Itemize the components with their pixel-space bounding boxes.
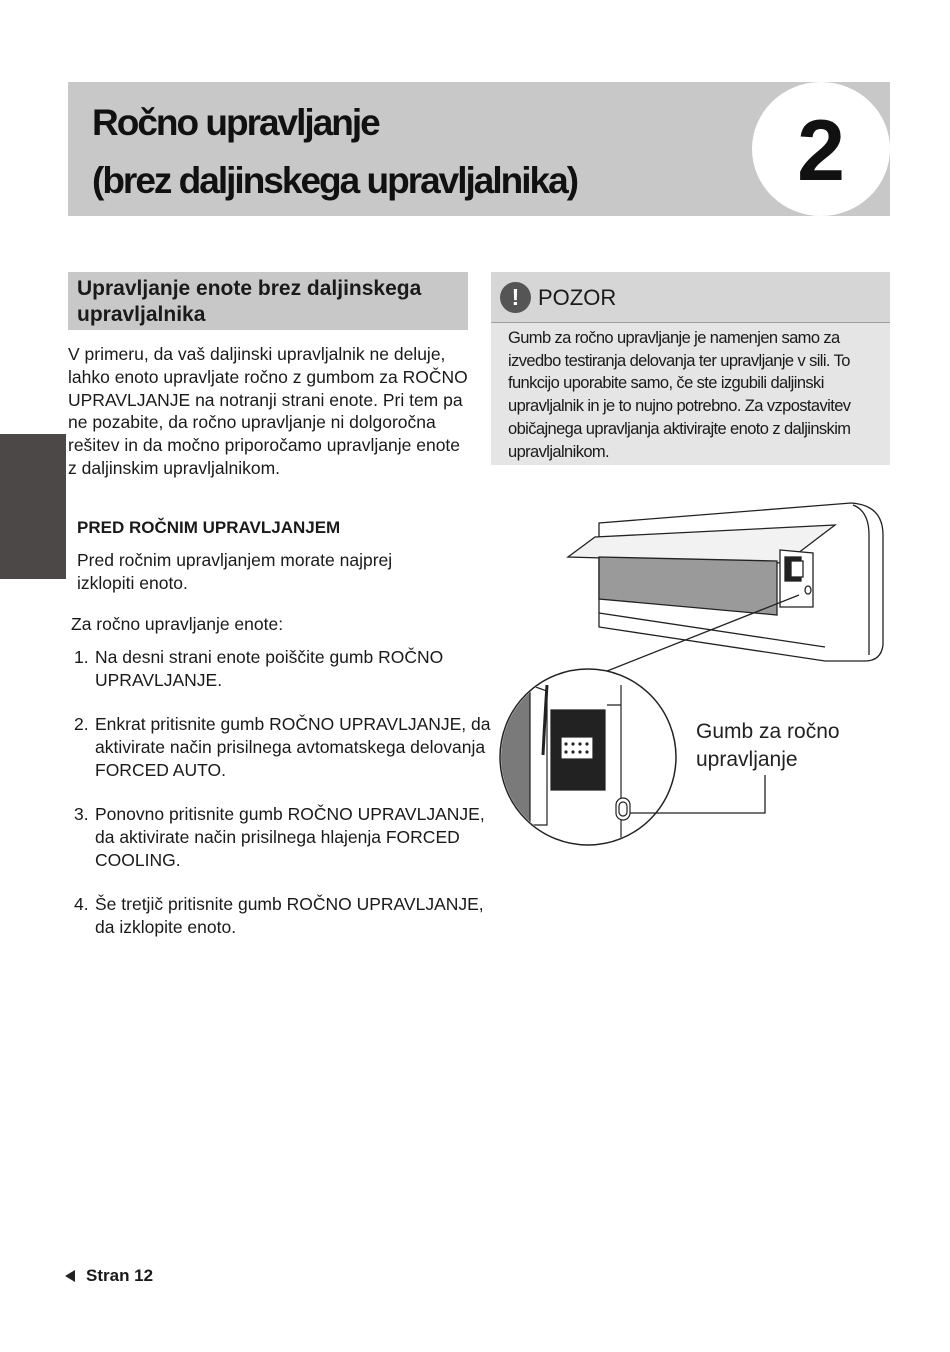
pred-heading: PRED ROČNIM UPRAVLJANJEM [77,518,341,537]
step-text: Na desni strani enote poiščite gumb ROČNO UPRAVLJANJE. [95,647,444,690]
figure-caption: Gumb za ročno upravljanje [696,720,840,771]
step-number: 4. [74,894,89,914]
instructions-intro: Za ročno upravljanje enote: [71,614,284,634]
caution-text: Gumb za ročno upravljanje je namenjen samo za izvedbo testiranja delovanja ter upravljanje v sili. To funkcijo uporabite samo, če ste izgubili daljinski upravljalnik in je to nujno potrebno. Za vzpostavitev običajnega upravljanja aktivirajte enoto z daljinskim upravljalnikom. [508,329,851,461]
step-text: Še tretjič pritisnite gumb ROČNO UPRAVLJANJE, da izklopite enoto. [95,894,484,937]
page-title-line2: (brez daljinskega upravljalnika) [92,160,578,201]
previous-page-arrow-icon[interactable] [65,1270,75,1282]
caution-label: POZOR [538,285,617,310]
step-number: 1. [74,647,89,667]
pred-paragraph: Pred ročnim upravljanjem morate najprej izklopiti enoto. [77,550,393,593]
step-text: Enkrat pritisnite gumb ROČNO UPRAVLJANJE, da aktivirate način prisilnega avtomatskega delovanja FORCED AUTO. [95,714,491,780]
page-title-line1: Ročno upravljanje [92,102,379,143]
side-chapter-tab [0,434,66,579]
step-number: 3. [74,804,89,824]
ac-unit-illustration [495,495,895,865]
section-title: Upravljanje enote brez daljinskega upravljalnika [77,277,422,326]
exclamation-icon: ! [500,282,531,313]
chapter-number: 2 [797,103,845,199]
step-text: Ponovno pritisnite gumb ROČNO UPRAVLJANJE, da aktivirate način prisilnega hlajenja FORCED COOLING. [95,804,485,870]
intro-paragraph: V primeru, da vaš daljinski upravljalnik ne deluje, lahko enoto upravljate ročno z gumbom za ROČNO UPRAVLJANJE na notranji strani enote. Pri tem pa ne pozabite, da ročno upravljanje ni dolgoročna rešitev in da močno priporočamo upravljanje enote z daljinskim upravljalnikom. [68,344,468,478]
step-number: 2. [74,714,89,734]
page-number: Stran 12 [86,1266,154,1285]
